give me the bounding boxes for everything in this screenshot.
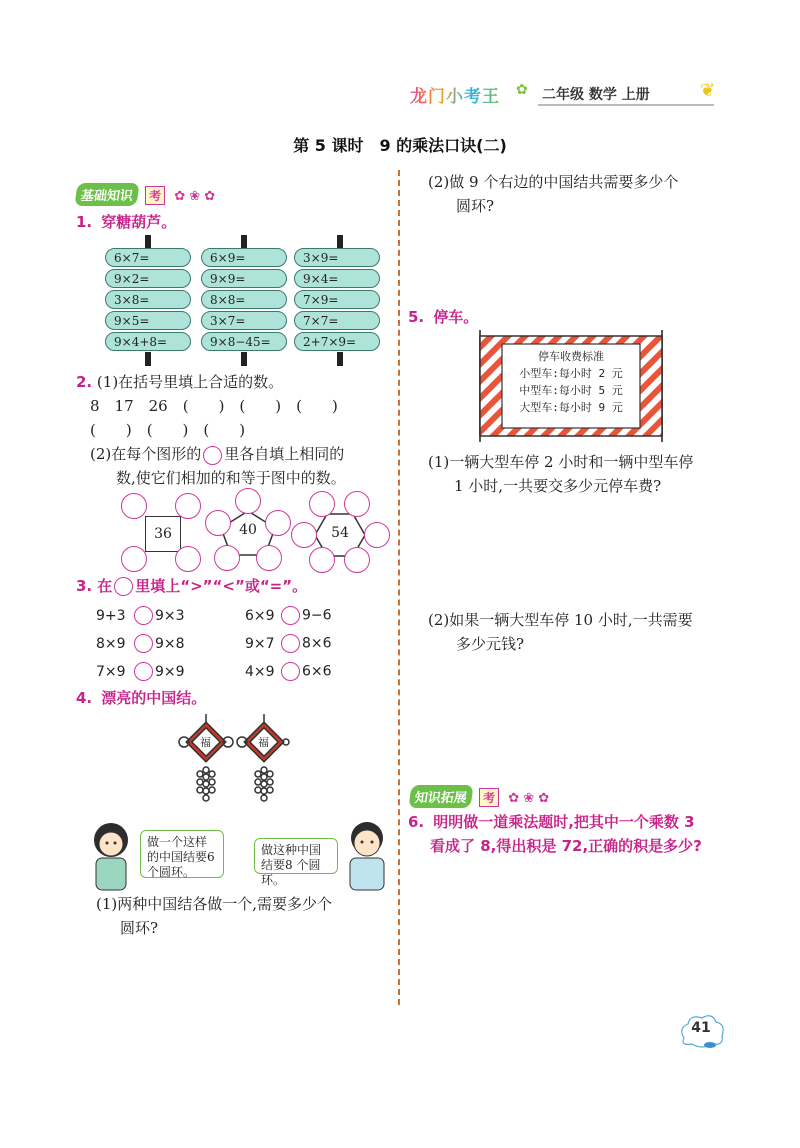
header-rule	[538, 104, 714, 106]
question-3	[76, 575, 307, 596]
page-number: 41	[691, 1020, 711, 1036]
candy-item: 3×7=	[201, 311, 287, 330]
question-5	[408, 306, 478, 327]
compare-left: 7×9	[96, 663, 126, 680]
answer-circle[interactable]	[121, 493, 147, 519]
q5-part1-line-b: 1 小时,一共要交多少元停车费?	[454, 477, 662, 495]
q2-part2-label-c: 数,使它们相加的和等于图中的数。	[116, 469, 346, 487]
q4-part1-line-b: 圆环?	[120, 919, 159, 937]
question-6	[408, 810, 748, 858]
knot-char-left: 福	[200, 736, 211, 749]
q4-part1-line-a: (1)两种中国结各做一个,需要多少个	[96, 895, 333, 913]
q4-part2-line-a: (2)做 9 个右边的中国结共需要多少个	[428, 173, 679, 191]
answer-circle[interactable]	[364, 522, 390, 548]
compare-circle[interactable]	[281, 662, 300, 681]
answer-circle[interactable]	[175, 493, 201, 519]
compare-right: 9×8	[155, 635, 185, 652]
compare-right: 9×3	[155, 607, 185, 624]
boy-illustration	[342, 818, 392, 892]
shape-total: 40	[239, 522, 257, 538]
page-title: 第 5 课时 9 的乘法口诀(二)	[293, 136, 507, 155]
candy-item: 6×9=	[201, 248, 287, 267]
candy-item: 3×9=	[294, 248, 380, 267]
question-label: 穿糖葫芦。	[101, 213, 177, 231]
butterfly-decoration-icon: ✿ ❀ ✿	[508, 791, 550, 806]
compare-right: 9×9	[155, 663, 185, 680]
leaf-icon: ✿	[516, 82, 528, 98]
question-label: 漂亮的中国结。	[101, 689, 207, 707]
column-divider	[398, 170, 400, 1005]
answer-circle[interactable]	[175, 546, 201, 572]
candy-item: 3×8=	[105, 290, 191, 309]
question-number: 6.	[408, 813, 425, 831]
compare-right: 8×6	[302, 635, 332, 652]
answer-circle[interactable]	[214, 545, 240, 571]
girl-speech-bubble: 做一个这样的中国结要6 个圆环。	[140, 830, 224, 878]
page-header	[410, 80, 730, 106]
compare-left: 6×9	[245, 607, 275, 624]
q4-part2	[428, 170, 738, 218]
candy-item: 7×7=	[294, 311, 380, 330]
compare-circle[interactable]	[134, 634, 153, 653]
sign-title: 停车收费标准	[538, 350, 604, 363]
answer-circle[interactable]	[309, 547, 335, 573]
badge-mark: 考	[145, 186, 165, 205]
chinese-knot-illustration	[170, 712, 290, 812]
q2-sequence-a: 8 17 26 ( ) ( ) ( )	[90, 397, 338, 415]
knot-char-right: 福	[258, 736, 269, 749]
q4-part2-line-b: 圆环?	[456, 197, 495, 215]
candy-item: 9×8−45=	[201, 332, 287, 351]
boy-speech-bubble: 做这种中国结要8 个圆环。	[254, 838, 338, 874]
candy-item: 9×4=	[294, 269, 380, 288]
answer-circle[interactable]	[344, 491, 370, 517]
compare-rows	[96, 606, 332, 690]
parking-sign-content	[502, 348, 640, 416]
q5-part2	[428, 608, 748, 656]
q6-line-b: 看成了 8,得出积是 72,正确的积是多少?	[430, 837, 702, 855]
sign-line: 中型车:每小时 5 元	[519, 384, 623, 397]
knot-left	[179, 714, 233, 801]
candy-item: 8×8=	[201, 290, 287, 309]
compare-circle[interactable]	[281, 634, 300, 653]
candy-item: 9×2=	[105, 269, 191, 288]
q2-sequence-b: ( ) ( ) ( )	[90, 421, 246, 439]
question-label-a: 在	[97, 577, 113, 595]
compare-right: 6×6	[302, 663, 332, 680]
question-number: 2.	[76, 373, 93, 391]
candy-item: 6×7=	[105, 248, 191, 267]
q2-part2-label-b: 里各自填上相同的	[224, 445, 345, 463]
candy-item: 9×4+8=	[105, 332, 191, 351]
compare-right: 9−6	[302, 607, 332, 624]
answer-circle[interactable]	[205, 510, 231, 536]
q5-part1	[428, 450, 748, 498]
answer-circle[interactable]	[309, 491, 335, 517]
q6-line-a: 明明做一道乘法题时,把其中一个乘数 3	[433, 813, 695, 831]
q4-part1	[96, 892, 396, 940]
butterfly-icon: ❦	[700, 80, 716, 101]
candy-item: 7×9=	[294, 290, 380, 309]
compare-row	[96, 606, 332, 634]
q5-part2-line-a: (2)如果一辆大型车停 10 小时,一共需要	[428, 611, 693, 629]
question-2	[76, 370, 396, 490]
compare-row	[96, 634, 332, 662]
circle-blank-icon	[114, 577, 133, 596]
question-label-b: 里填上“>”“<”或“=”。	[135, 577, 308, 595]
compare-circle[interactable]	[134, 606, 153, 625]
circle-blank-icon	[203, 446, 222, 465]
brand-logo: 龙门小考王	[410, 82, 500, 107]
basic-knowledge-badge	[76, 183, 215, 206]
badge-label: 基础知识	[74, 183, 139, 206]
shape-total: 36	[145, 516, 181, 552]
answer-circle[interactable]	[344, 547, 370, 573]
q2-part1-label: (1)在括号里填上合适的数。	[96, 373, 284, 391]
answer-circle[interactable]	[235, 488, 261, 514]
answer-circle[interactable]	[291, 522, 317, 548]
shape-total: 54	[331, 525, 349, 541]
candy-item: 2+7×9=	[294, 332, 380, 351]
question-1	[76, 211, 176, 232]
sign-line: 大型车:每小时 9 元	[519, 401, 623, 414]
question-4	[76, 687, 206, 708]
badge-mark: 考	[479, 788, 499, 807]
question-number: 4.	[76, 689, 93, 707]
compare-left: 4×9	[245, 663, 275, 680]
girl-illustration	[86, 820, 136, 892]
compare-circle[interactable]	[281, 606, 300, 625]
compare-circle[interactable]	[134, 662, 153, 681]
butterfly-decoration-icon: ✿ ❀ ✿	[174, 189, 216, 204]
q5-part1-line-a: (1)一辆大型车停 2 小时和一辆中型车停	[428, 453, 694, 471]
knot-right	[237, 714, 289, 801]
question-label: 停车。	[433, 308, 479, 326]
compare-row	[96, 662, 332, 690]
q5-part2-line-b: 多少元钱?	[456, 635, 525, 653]
candy-item: 9×9=	[201, 269, 287, 288]
header-subtitle: 二年级 数学 上册	[542, 87, 650, 103]
compare-left: 8×9	[96, 635, 126, 652]
answer-circle[interactable]	[265, 510, 291, 536]
badge-label: 知识拓展	[408, 785, 473, 808]
sign-line: 小型车:每小时 2 元	[519, 367, 623, 380]
question-number: 3.	[76, 577, 93, 595]
answer-circle[interactable]	[256, 545, 282, 571]
knowledge-extension-badge	[410, 785, 549, 808]
question-number: 5.	[408, 308, 425, 326]
answer-circle[interactable]	[121, 546, 147, 572]
compare-left: 9+3	[96, 607, 126, 624]
q2-part2-label-a: (2)在每个图形的	[90, 445, 202, 463]
candy-item: 9×5=	[105, 311, 191, 330]
compare-left: 9×7	[245, 635, 275, 652]
question-number: 1.	[76, 213, 93, 231]
